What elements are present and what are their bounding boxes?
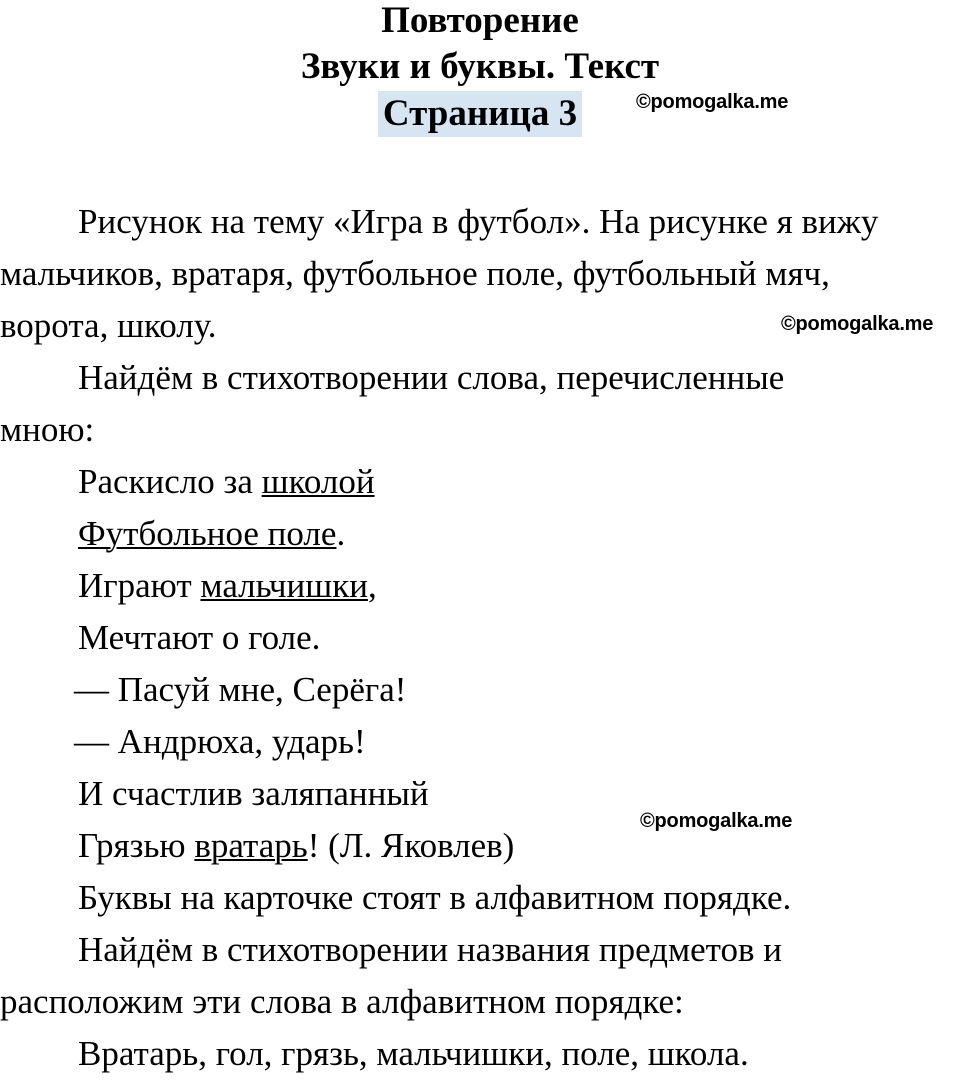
- paragraph-1-line-1: Рисунок на тему «Игра в футбол». На рисунке я вижу: [78, 202, 879, 241]
- poem-line-7: И счастлив заляпанный: [78, 774, 429, 813]
- page-header: [0, 0, 960, 144]
- page-number-badge: Страница 3: [378, 91, 582, 137]
- poem-line-3-underlined-word: мальчишки: [200, 566, 368, 605]
- answer-line-1: Вратарь, гол, грязь, мальчишки, поле, школа.: [78, 1034, 749, 1073]
- watermark-middle: ©pomogalka.me: [781, 313, 934, 335]
- paragraph-1-line-2: мальчиков, вратаря, футбольное поле, футбольный мяч,: [0, 254, 830, 293]
- paragraph-4-line-1: Найдём в стихотворении названия предметов и: [78, 930, 783, 969]
- watermark-top: ©pomogalka.me: [636, 91, 789, 113]
- poem-line-8-tail: ! (Л. Яковлев): [307, 826, 515, 865]
- page-title-primary: Повторение: [381, 0, 579, 41]
- poem-line-1-underlined-word: школой: [261, 462, 375, 501]
- document-body: [0, 196, 960, 1080]
- paragraph-3-line-1: Буквы на карточке стоят в алфавитном порядке.: [78, 878, 792, 917]
- poem-line-2-tail: .: [336, 514, 346, 553]
- poem-line-8: [0, 820, 960, 872]
- poem-line-3: [0, 560, 960, 612]
- poem-line-1-text: Раскисло за: [78, 462, 262, 501]
- watermark-bottom: ©pomogalka.me: [640, 810, 793, 832]
- poem-line-1: [0, 456, 960, 508]
- poem-line-8-text: Грязью: [78, 826, 195, 865]
- page-number-row: [0, 91, 960, 144]
- paragraph-2-line-1: Найдём в стихотворении слова, перечисленные: [78, 358, 785, 397]
- page-title-secondary: Звуки и буквы. Текст: [300, 46, 660, 87]
- poem-line-6: — Андрюха, ударь!: [74, 722, 366, 761]
- poem-line-8-underlined-word: вратарь: [194, 826, 308, 865]
- paragraph-1-line-3: ворота, школу.: [0, 306, 217, 345]
- paragraph-2-line-2: мною:: [0, 410, 95, 449]
- paragraph-4-line-2: расположим эти слова в алфавитном порядке:: [0, 982, 684, 1021]
- poem-line-3-text: Играют: [78, 566, 201, 605]
- poem-line-3-tail: ,: [367, 566, 377, 605]
- poem-line-2: [0, 508, 960, 560]
- poem-line-2-underlined-phrase: Футбольное поле: [78, 514, 337, 553]
- poem-line-4: Мечтают о голе.: [78, 618, 321, 657]
- poem-line-5: — Пасуй мне, Серёга!: [74, 670, 407, 709]
